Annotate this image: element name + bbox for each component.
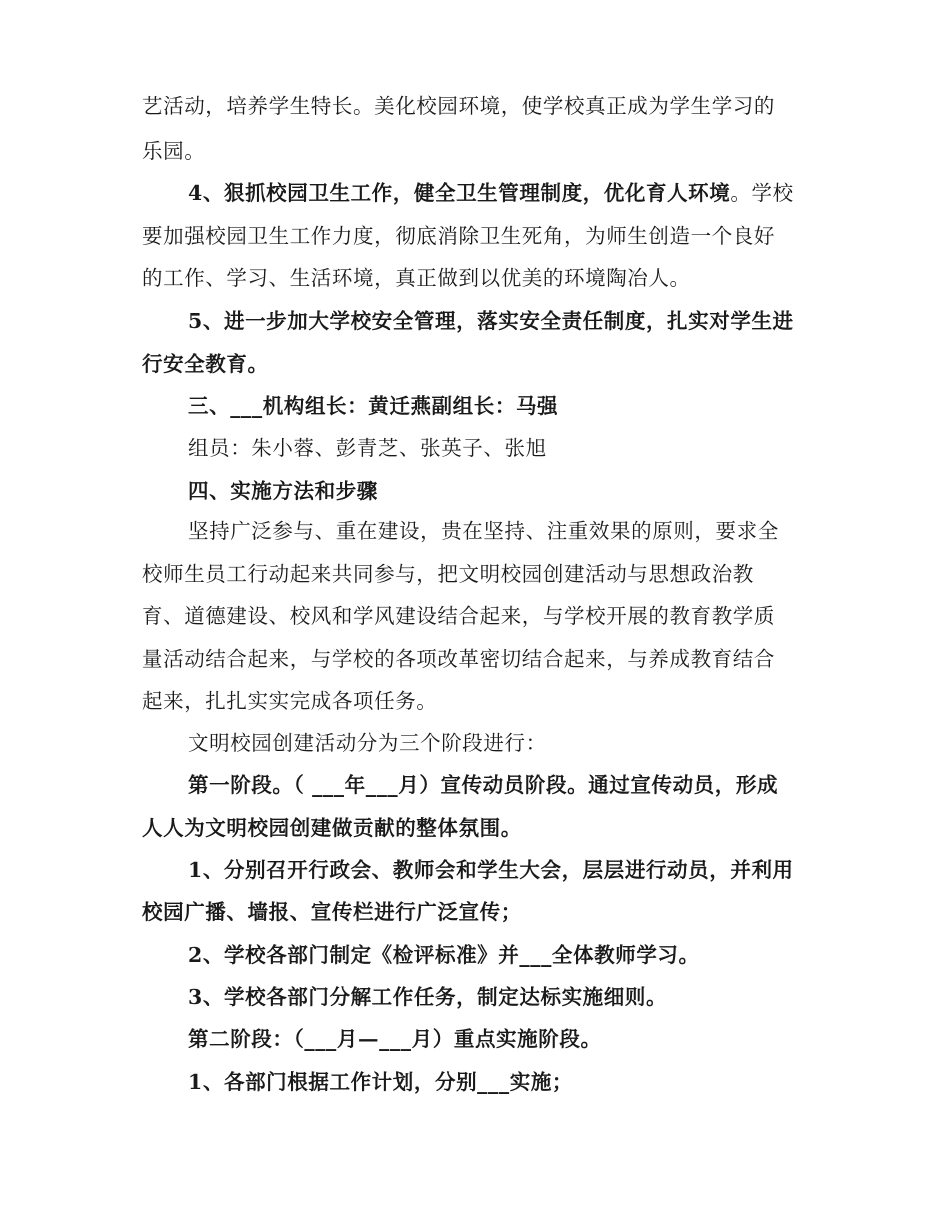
section-heading-4: 四、实施方法和步骤 [188, 479, 378, 503]
section-item-5: 5、进一步加大学校安全管理，落实安全责任制度，扎实对学生进 [188, 309, 794, 333]
section-item-4 [188, 179, 868, 207]
members-line: 组员：朱小蓉、彭青芝、张英子、张旭 [188, 436, 547, 460]
stage-1-item-3: 3、学校各部门分解工作任务，制定达标实施细则。 [188, 985, 668, 1009]
paragraph-line: 艺活动，培养学生特长。美化校园环境，使学校真正成为学生学习的 [142, 94, 775, 118]
stage-1-heading: 第一阶段。（ ___年___月）宣传动员阶段。通过宣传动员，形成 [188, 773, 779, 797]
stage-1-item-1: 1、分别召开行政会、教师会和学生大会，层层进行动员，并利用 [188, 858, 794, 882]
paragraph-line: 的工作、学习、生活环境，真正做到以优美的环境陶冶人。 [142, 266, 691, 290]
stage-2-item-1: 1、各部门根据工作计划，分别___实施； [188, 1070, 574, 1094]
paragraph-line: 育、道德建设、校风和学风建设结合起来，与学校开展的教育教学质 [142, 604, 775, 628]
paragraph-line: 坚持广泛参与、重在建设，贵在坚持、注重效果的原则，要求全 [188, 519, 779, 543]
stage-1-item-1-continued: 校园广播、墙报、宣传栏进行广泛宣传； [142, 900, 522, 924]
section-item-4-text: 。学校 [730, 181, 794, 205]
paragraph-line: 文明校园创建活动分为三个阶段进行： [188, 731, 547, 755]
paragraph-line: 校师生员工行动起来共同参与，把文明校园创建活动与思想政治教 [142, 562, 754, 586]
section-item-4-heading: 4、狠抓校园卫生工作，健全卫生管理制度，优化育人环境 [188, 181, 731, 205]
paragraph-line: 量活动结合起来，与学校的各项改革密切结合起来，与养成教育结合 [142, 647, 775, 671]
stage-1-item-2: 2、学校各部门制定《检评标准》并___全体教师学习。 [188, 943, 700, 967]
section-item-5-continued: 行安全教育。 [142, 352, 269, 376]
paragraph-line: 起来，扎扎实实完成各项任务。 [142, 689, 438, 713]
paragraph-line: 要加强校园卫生工作力度，彻底消除卫生死角，为师生创造一个良好 [142, 224, 775, 248]
stage-2-heading: 第二阶段：（___月—___月）重点实施阶段。 [188, 1027, 602, 1051]
paragraph-line: 乐园。 [142, 139, 206, 163]
stage-1-heading-continued: 人人为文明校园创建做贡献的整体氛围。 [142, 816, 522, 840]
section-heading-3: 三、___机构组长：黄迁燕副组长：马强 [188, 394, 559, 418]
